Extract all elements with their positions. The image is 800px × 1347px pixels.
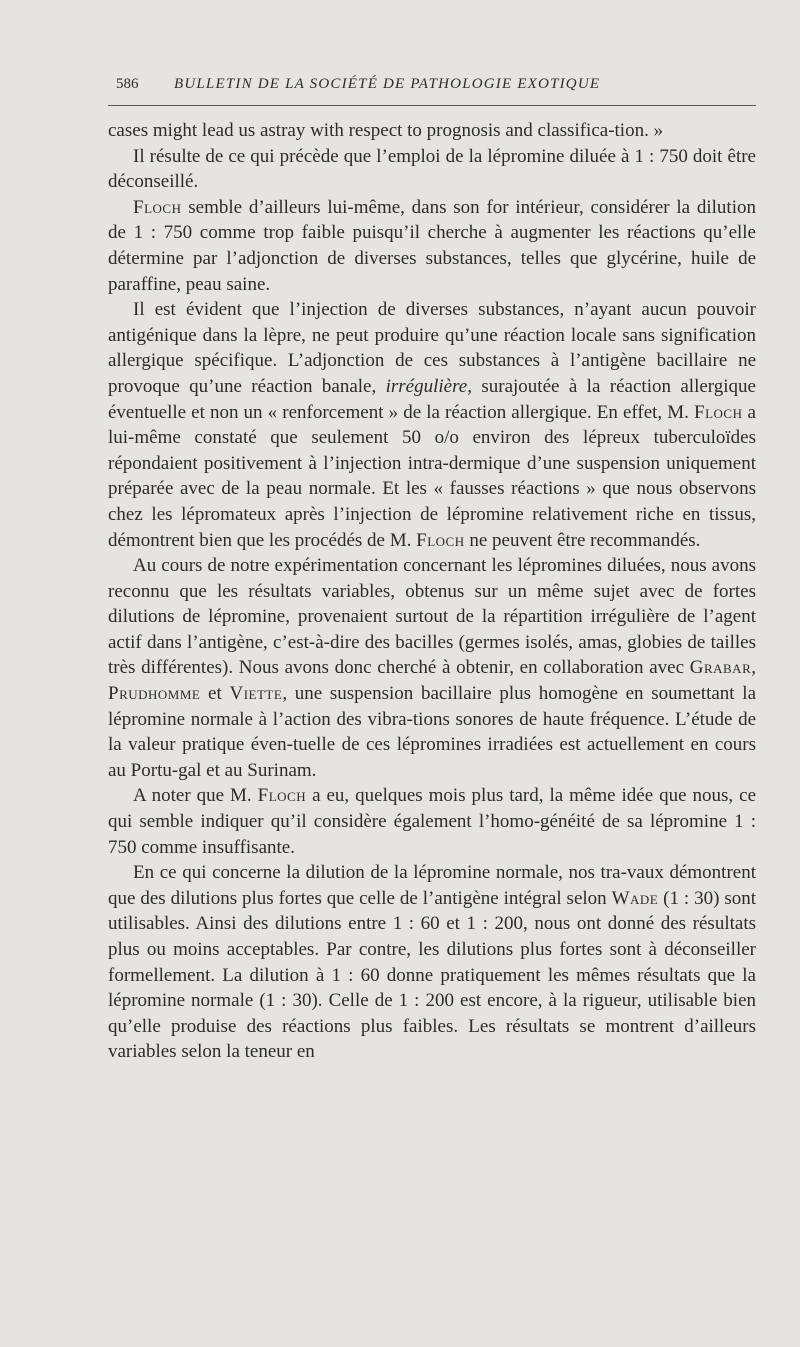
author-name: Grabar bbox=[689, 657, 752, 679]
text-run: A noter que M. bbox=[133, 785, 258, 807]
paragraph bbox=[108, 118, 756, 144]
author-name: Floch bbox=[257, 785, 307, 807]
text-run: cases might lead us astray with respect to prognosis and classifica-tion. » bbox=[108, 120, 664, 141]
author-name: Floch bbox=[133, 196, 182, 218]
paragraph bbox=[108, 195, 756, 297]
text-run: (1 : 30) sont utilisables. Ainsi des dilutions entre 1 : 60 et 1 : 200, nous ont donné des résultats plus ou moins acceptables. Par contre, les dilutions plus fortes sont à déconseiller formellement. La dilution à 1 : 60 donne pratiquement les mêmes résultats que la lépromine normale (1 : 30). Celle de 1 : 200 est encore, à la rigueur, utilisable bien qu’elle produise des réactions plus faibles. Les résultats se montrent d’ailleurs variables selon la teneur en bbox=[108, 887, 756, 1063]
body-text bbox=[108, 118, 756, 1065]
text-run: Au cours de notre expérimentation concernant les lépromines diluées, nous avons reconnu que les résultats variables, obtenus sur un même sujet avec de fortes dilutions de lépromine, provenaient surtout de la répartition irrégulière de l’agent actif dans l’antigène, c’est-à-dire des bacilles (germes isolés, amas, globies de tailles très différentes). Nous avons donc cherché à obtenir, en collaboration avec bbox=[108, 555, 756, 679]
text-run: a lui-même constaté que seulement 50 o/o environ des lépreux tuberculoïdes répondaient positivement à l’injection intra-dermique d’une suspension uniquement préparée avec de la peau normale. Et les « fausses réactions » que nous observons chez les lépromateux après l’injection de lépromine relativement riche en tissus, démontrent bien que les procédés de M. bbox=[108, 401, 756, 551]
header-rule bbox=[108, 105, 756, 106]
text-run: et bbox=[200, 683, 230, 705]
page-header bbox=[108, 76, 756, 100]
paragraph bbox=[108, 297, 756, 553]
text-run: a eu, quelques mois plus tard, la même idée que nous, ce qui semble indiquer qu’il considère également l’homo-généité de sa lépromine 1 : 750 comme insuffisante. bbox=[108, 785, 756, 858]
running-title: BULLETIN DE LA SOCIÉTÉ DE PATHOLOGIE EXOTIQUE bbox=[174, 76, 601, 92]
author-name: Prudhomme bbox=[108, 683, 201, 705]
text-run: Il est évident que l’injection de diverses substances, n’ayant aucun pouvoir antigénique dans la lèpre, ne peut produire qu’une réaction locale sans signification allergique spécifique. L’adjonction de ces substances à l’antigène bacillaire ne provoque qu’une réaction banale, bbox=[108, 299, 756, 397]
page-number: 586 bbox=[116, 76, 139, 92]
author-name: Floch bbox=[416, 529, 465, 551]
italic-text: irrégulière, bbox=[385, 375, 472, 397]
text-run: ne peuvent être recommandés. bbox=[464, 529, 701, 551]
paragraph bbox=[108, 860, 756, 1065]
paragraph bbox=[108, 144, 756, 195]
author-name: Floch bbox=[694, 401, 743, 423]
text-run: surajoutée à la réaction allergique éventuelle et non un « renforcement » de la réaction allergique. En effet, M. bbox=[108, 375, 756, 423]
text-run: , bbox=[751, 657, 756, 679]
paragraph bbox=[108, 783, 756, 860]
text-run: En ce qui concerne la dilution de la lépromine normale, nos tra-vaux démontrent que des dilutions plus fortes que celle de l’antigène intégral selon bbox=[108, 862, 756, 909]
author-name: Wade bbox=[611, 887, 659, 909]
text-run: semble d’ailleurs lui-même, dans son for intérieur, considérer la dilution de 1 : 750 comme trop faible puisqu’il cherche à augmenter les réactions qu’elle détermine par l’adjonction de diverses substances, telles que glycérine, huile de paraffine, peau saine. bbox=[108, 196, 756, 295]
author-name: Viette bbox=[229, 683, 283, 705]
paragraph bbox=[108, 553, 756, 783]
text-run: , une suspension bacillaire plus homogène en soumettant la lépromine normale à l’action des vibra-tions sonores de haute fréquence. L’étude de la valeur pratique éven-tuelle de ces lépromines irradiées est actuellement en cours au Portu-gal et au Surinam. bbox=[108, 683, 757, 781]
text-run: Il résulte de ce qui précède que l’emploi de la lépromine diluée à 1 : 750 doit être déconseillé. bbox=[108, 145, 756, 193]
